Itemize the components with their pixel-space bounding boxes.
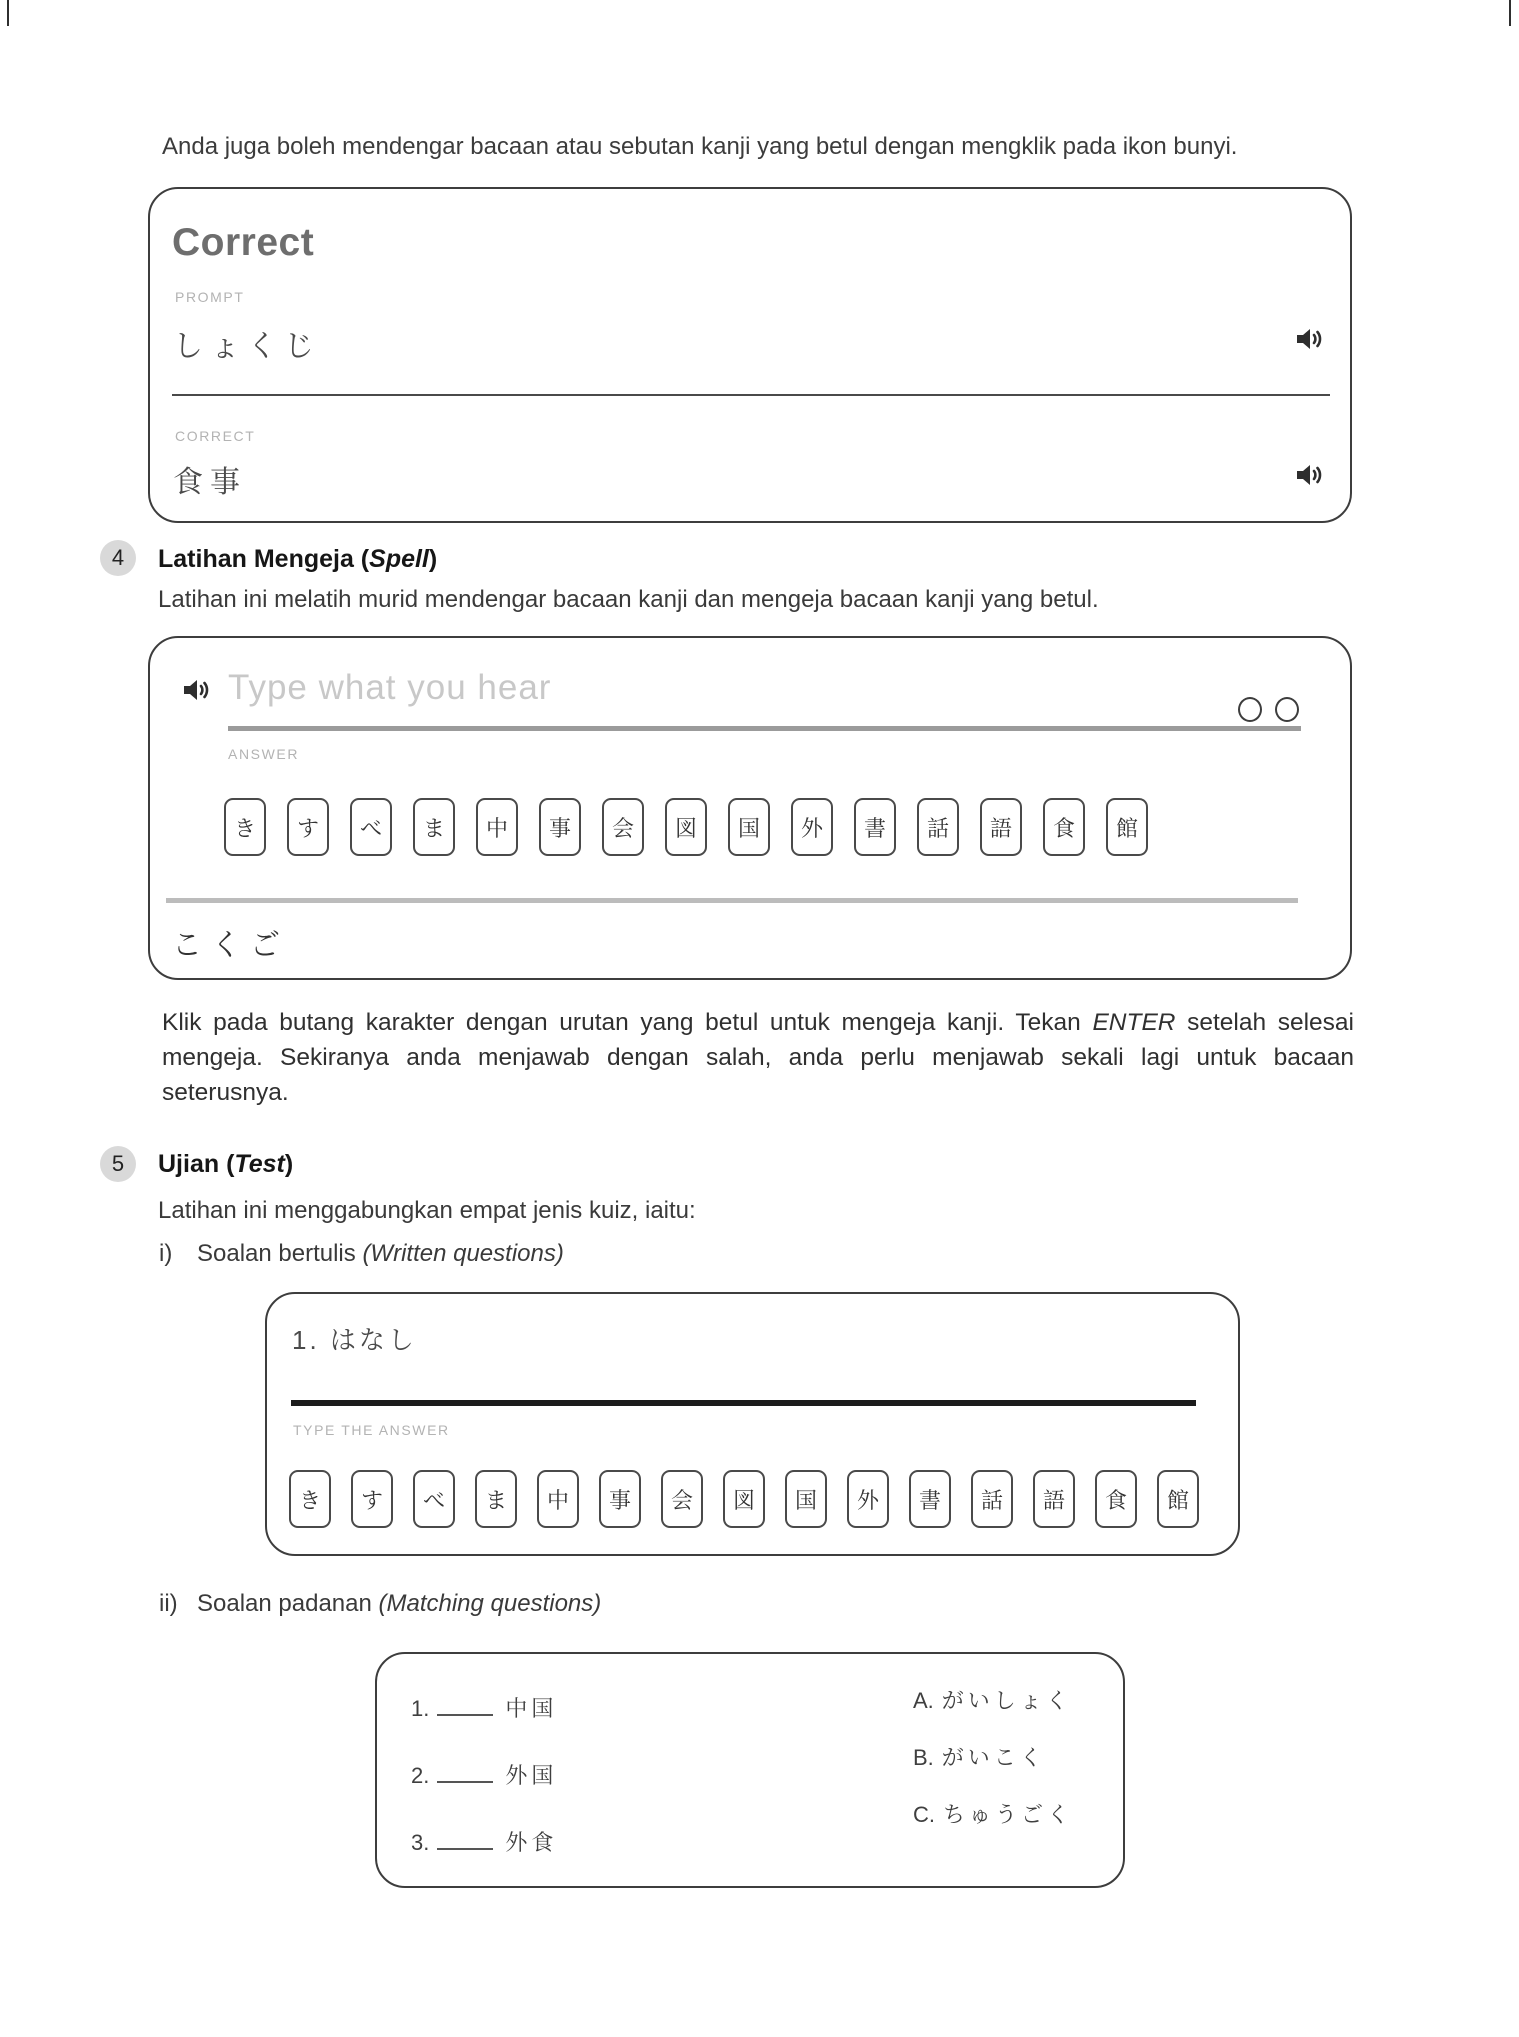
option-text: がいこく [941,1745,1046,1770]
item-number: 2. [411,1763,430,1788]
matching-option [913,1684,1073,1715]
step-badge-5: 5 [100,1146,136,1182]
kanji-tile-button[interactable]: 話 [917,798,959,856]
correct-value: 食事 [173,466,247,499]
matching-item [411,1826,557,1857]
option-letter: B. [913,1745,934,1770]
spell-instructions: Klik pada butang karakter dengan urutan yang betul untuk mengeja kanji. Tekan ENTER setelah selesai mengeja. Sekiranya anda menjawab dengan salah, anda perlu menjawab sekali lagi untuk bacaan seterusnya. [162,1009,1354,1106]
spell-exercise-card [148,636,1352,980]
kanji-tile-button[interactable]: 語 [1033,1470,1075,1528]
kanji-tile-row [289,1470,1199,1528]
matching-option [913,1798,1073,1829]
kanji-tile-button[interactable]: 事 [539,798,581,856]
answer-input[interactable]: Type what you hear [228,668,552,707]
section-4-title: Latihan Mengeja (Spell) [158,545,438,573]
attempt-circle-icon [1275,697,1299,722]
matching-question-card [375,1652,1125,1888]
kanji-tile-button[interactable]: 話 [971,1470,1013,1528]
kanji-tile-button[interactable]: ま [475,1470,517,1528]
crop-mark-left [7,0,9,26]
kanji-tile-button[interactable]: す [351,1470,393,1528]
intro-text: Anda juga boleh mendengar bacaan atau sebutan kanji yang betul dengan mengklik pada ikon bunyi. [162,133,1238,160]
crop-mark-right [1509,0,1511,26]
quiz-type-ii: ii) Soalan padanan (Matching questions) [159,1590,602,1617]
matching-option [913,1741,1073,1772]
type-answer-label: TYPE THE ANSWER [293,1422,450,1438]
answer-entry-line[interactable] [291,1400,1196,1406]
answer-label: ANSWER [228,746,300,762]
item-number: 3. [411,1830,430,1855]
card-title: Correct [172,221,315,264]
item-word: 外国 [505,1763,558,1788]
option-text: がいしょく [941,1688,1072,1713]
matching-options [913,1684,1073,1829]
kanji-tile-button[interactable]: 中 [537,1470,579,1528]
correct-feedback-card [148,187,1352,523]
kanji-tile-button[interactable]: ま [413,798,455,856]
section-4-description: Latihan ini melatih murid mendengar bacaan kanji dan mengeja bacaan kanji yang betul. [158,586,1099,613]
speaker-icon[interactable] [1293,459,1325,491]
kanji-tile-button[interactable]: 書 [909,1470,951,1528]
kanji-tile-button[interactable]: す [287,798,329,856]
kanji-tile-button[interactable]: 事 [599,1470,641,1528]
section-5-description: Latihan ini menggabungkan empat jenis kuiz, iaitu: [158,1197,696,1224]
question-text: 1. はなし [292,1325,417,1355]
quiz-type-i: i) Soalan bertulis (Written questions) [159,1240,564,1267]
kanji-tile-button[interactable]: 語 [980,798,1022,856]
option-letter: A. [913,1688,934,1713]
kanji-tile-button[interactable]: 国 [785,1470,827,1528]
correct-label: CORRECT [175,428,256,444]
card-divider [172,394,1330,396]
kanji-tile-button[interactable]: 中 [476,798,518,856]
kanji-tile-button[interactable]: べ [350,798,392,856]
input-underline [228,726,1301,731]
kanji-tile-button[interactable]: 国 [728,798,770,856]
answer-line [166,898,1298,903]
kanji-tile-button[interactable]: べ [413,1470,455,1528]
kanji-tile-button[interactable]: 食 [1043,798,1085,856]
kanji-tile-button[interactable]: 図 [665,798,707,856]
item-number: 1. [411,1696,430,1721]
kanji-tile-button[interactable]: 館 [1106,798,1148,856]
kanji-tile-button[interactable]: 図 [723,1470,765,1528]
kanji-tile-button[interactable]: 外 [847,1470,889,1528]
option-letter: C. [913,1802,935,1827]
kanji-tile-button[interactable]: き [289,1470,331,1528]
kanji-tile-button[interactable]: 会 [661,1470,703,1528]
written-question-card [265,1292,1240,1556]
section-5-title: Ujian (Test) [158,1150,294,1178]
step-badge-4: 4 [100,540,136,576]
answer-blank[interactable] [437,1701,493,1716]
item-word: 外食 [505,1830,558,1855]
kanji-tile-button[interactable]: 食 [1095,1470,1137,1528]
attempt-indicators [1238,697,1299,722]
answer-blank[interactable] [437,1768,493,1783]
answer-blank[interactable] [437,1835,493,1850]
matching-item [411,1759,557,1790]
kanji-tile-button[interactable]: 書 [854,798,896,856]
speaker-icon[interactable] [180,674,212,706]
kanji-tile-button[interactable]: 館 [1157,1470,1199,1528]
kanji-tile-button[interactable]: き [224,798,266,856]
matching-items [411,1692,557,1857]
matching-item [411,1692,557,1723]
prompt-label: PROMPT [175,289,245,305]
item-word: 中国 [505,1696,558,1721]
option-text: ちゅうごく [943,1802,1074,1827]
kanji-tile-button[interactable]: 外 [791,798,833,856]
kanji-tile-button[interactable]: 会 [602,798,644,856]
typed-answer-text: こくご [172,929,289,962]
kanji-tile-row [224,798,1148,856]
attempt-circle-icon [1238,697,1262,722]
speaker-icon[interactable] [1293,323,1325,355]
prompt-value: しょくじ [173,330,321,363]
